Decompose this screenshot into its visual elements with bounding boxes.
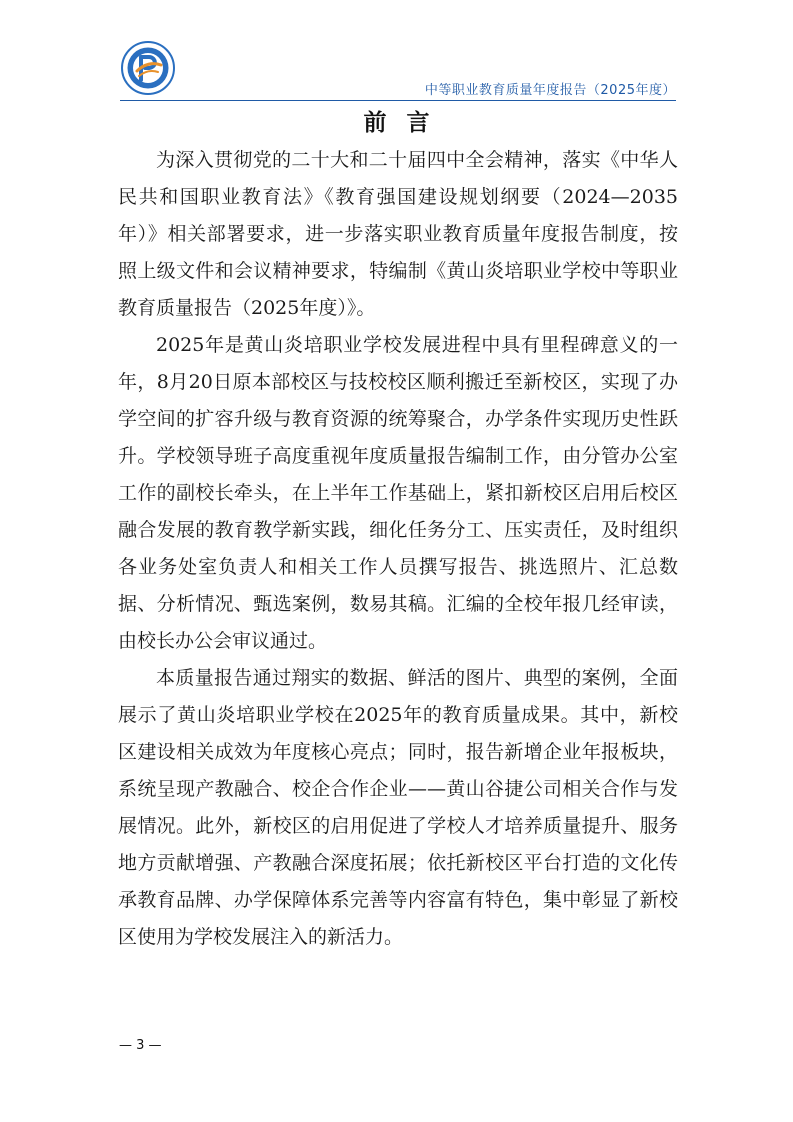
header-divider [120, 100, 676, 101]
page-number: — 3 — [119, 1038, 162, 1053]
page-title: 前言 [363, 110, 450, 136]
body-text [118, 142, 678, 956]
page-header [0, 0, 793, 110]
paragraph-3: 本质量报告通过翔实的数据、鲜活的图片、典型的案例，全面展示了黄山炎培职业学校在2025年的教育质量成果。其中，新校区建设相关成效为年度核心亮点；同时，报告新增企业年报板块，系统呈现产教融合、校企合作企业——黄山谷捷公司相关合作与发展情况。此外，新校区的启用促进了学校人才培养质量提升、服务地方贡献增强、产教融合深度拓展；依托新校区平台打造的文化传承教育品牌、办学保障体系完善等内容富有特色，集中彰显了新校区使用为学校发展注入的新活力。 [118, 667, 678, 948]
paragraph-2: 2025年是黄山炎培职业学校发展进程中具有里程碑意义的一年，8月20日原本部校区与技校校区顺利搬迁至新校区，实现了办学空间的扩容升级与教育资源的统筹聚合，办学条件实现历史性跃升。学校领导班子高度重视年度质量报告编制工作，由分管办公室工作的副校长牵头，在上半年工作基础上，紧扣新校区启用后校区融合发展的教育教学新实践，细化任务分工、压实责任，及时组织各业务处室负责人和相关工作人员撰写报告、挑选照片、汇总数据、分析情况、甄选案例，数易其稿。汇编的全校年报几经审读，由校长办公会审议通过。 [118, 334, 678, 652]
school-logo-icon [120, 40, 176, 96]
report-header-title: 中等职业教育质量年度报告（2025年度） [424, 83, 676, 98]
paragraph-1: 为深入贯彻党的二十大和二十届四中全会精神，落实《中华人民共和国职业教育法》《教育强国建设规划纲要（2024—2035年）》相关部署要求，进一步落实职业教育质量年度报告制度，按照上级文件和会议精神要求，特编制《黄山炎培职业学校中等职业教育质量报告（2025年度）》。 [118, 149, 678, 319]
